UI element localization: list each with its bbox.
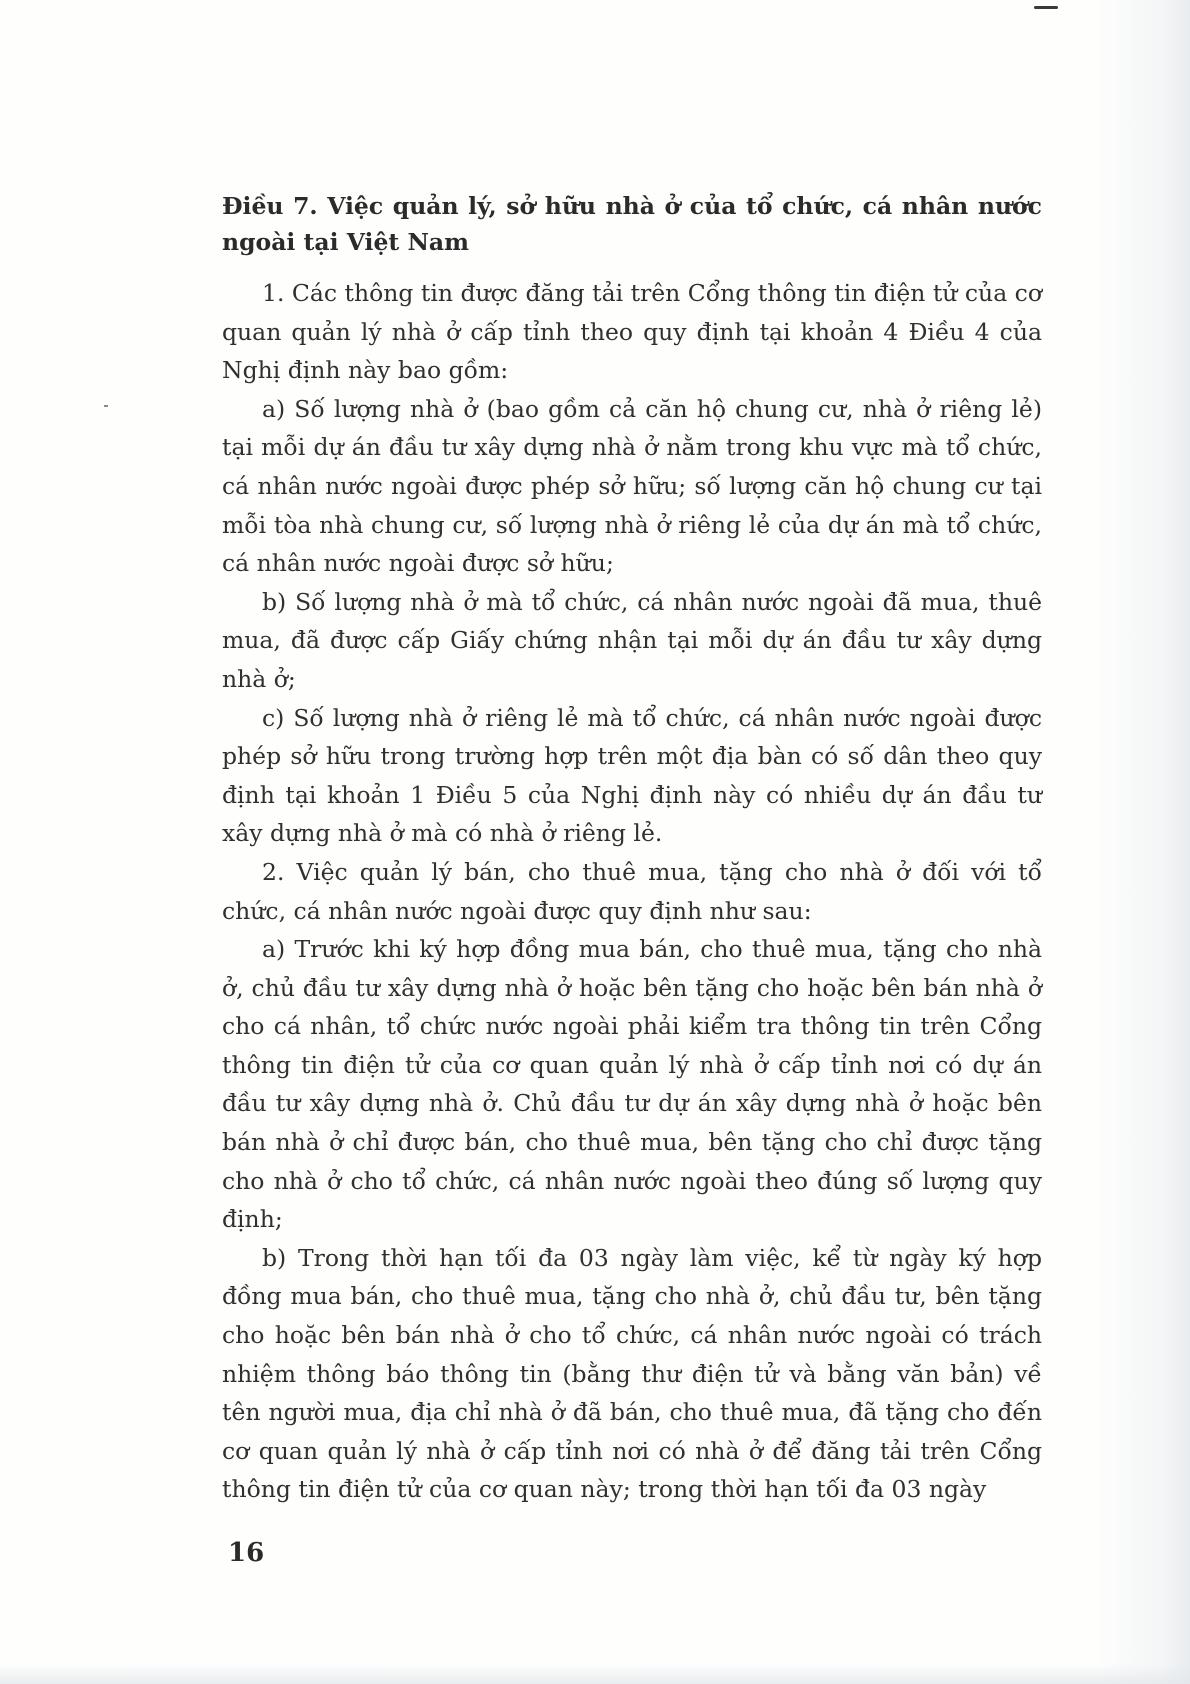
- article-heading: Điều 7. Việc quản lý, sở hữu nhà ở của tổ chức, cá nhân nước ngoài tại Việt Nam: [222, 192, 1042, 256]
- scan-speck: [104, 405, 108, 407]
- scan-edge-shadow: [1095, 0, 1190, 1684]
- article-body: [222, 188, 1042, 1509]
- paragraph-clause-1c: c) Số lượng nhà ở riêng lẻ mà tổ chức, cá nhân nước ngoài được phép sở hữu trong trường hợp trên một địa bàn có số dân theo quy định tại khoản 1 Điều 5 của Nghị định này có nhiều dự án đầu tư xây dựng nhà ở mà có nhà ở riêng lẻ.: [222, 703, 1042, 848]
- paragraph-clause-1b: b) Số lượng nhà ở mà tổ chức, cá nhân nước ngoài đã mua, thuê mua, đã được cấp Giấy chứng nhận tại mỗi dự án đầu tư xây dựng nhà ở;: [222, 587, 1042, 693]
- page-number: 16: [228, 1538, 265, 1568]
- scan-mark: [1034, 6, 1058, 9]
- paragraph-clause-1a: a) Số lượng nhà ở (bao gồm cả căn hộ chung cư, nhà ở riêng lẻ) tại mỗi dự án đầu tư xây dựng nhà ở nằm trong khu vực mà tổ chức, cá nhân nước ngoài được phép sở hữu; số lượng căn hộ chung cư tại mỗi tòa nhà chung cư, số lượng nhà ở riêng lẻ của dự án mà tổ chức, cá nhân nước ngoài được sở hữu;: [222, 394, 1042, 578]
- paragraph-clause-2: 2. Việc quản lý bán, cho thuê mua, tặng cho nhà ở đối với tổ chức, cá nhân nước ngoài được quy định như sau:: [222, 857, 1042, 925]
- scan-bottom-shadow: [0, 1664, 1190, 1684]
- paragraph-clause-2a: a) Trước khi ký hợp đồng mua bán, cho thuê mua, tặng cho nhà ở, chủ đầu tư xây dựng nhà ở hoặc bên tặng cho hoặc bên bán nhà ở cho cá nhân, tổ chức nước ngoài phải kiểm tra thông tin trên Cổng thông tin điện tử của cơ quan quản lý nhà ở cấp tỉnh nơi có dự án đầu tư xây dựng nhà ở. Chủ đầu tư dự án xây dựng nhà ở hoặc bên bán nhà ở chỉ được bán, cho thuê mua, bên tặng cho chỉ được tặng cho nhà ở cho tổ chức, cá nhân nước ngoài theo đúng số lượng quy định;: [222, 935, 1042, 1234]
- paragraph-clause-2b: b) Trong thời hạn tối đa 03 ngày làm việc, kể từ ngày ký hợp đồng mua bán, cho thuê mua, tặng cho nhà ở, chủ đầu tư, bên tặng cho hoặc bên bán nhà ở cho tổ chức, cá nhân nước ngoài có trách nhiệm thông báo thông tin (bằng thư điện tử và bằng văn bản) về tên người mua, địa chỉ nhà ở đã bán, cho thuê mua, đã tặng cho đến cơ quan quản lý nhà ở cấp tỉnh nơi có nhà ở để đăng tải trên Cổng thông tin điện tử của cơ quan này; trong thời hạn tối đa 03 ngày: [222, 1243, 1042, 1504]
- paragraph-clause-1: 1. Các thông tin được đăng tải trên Cổng thông tin điện tử của cơ quan quản lý nhà ở cấp tỉnh theo quy định tại khoản 4 Điều 4 của Nghị định này bao gồm:: [222, 279, 1042, 385]
